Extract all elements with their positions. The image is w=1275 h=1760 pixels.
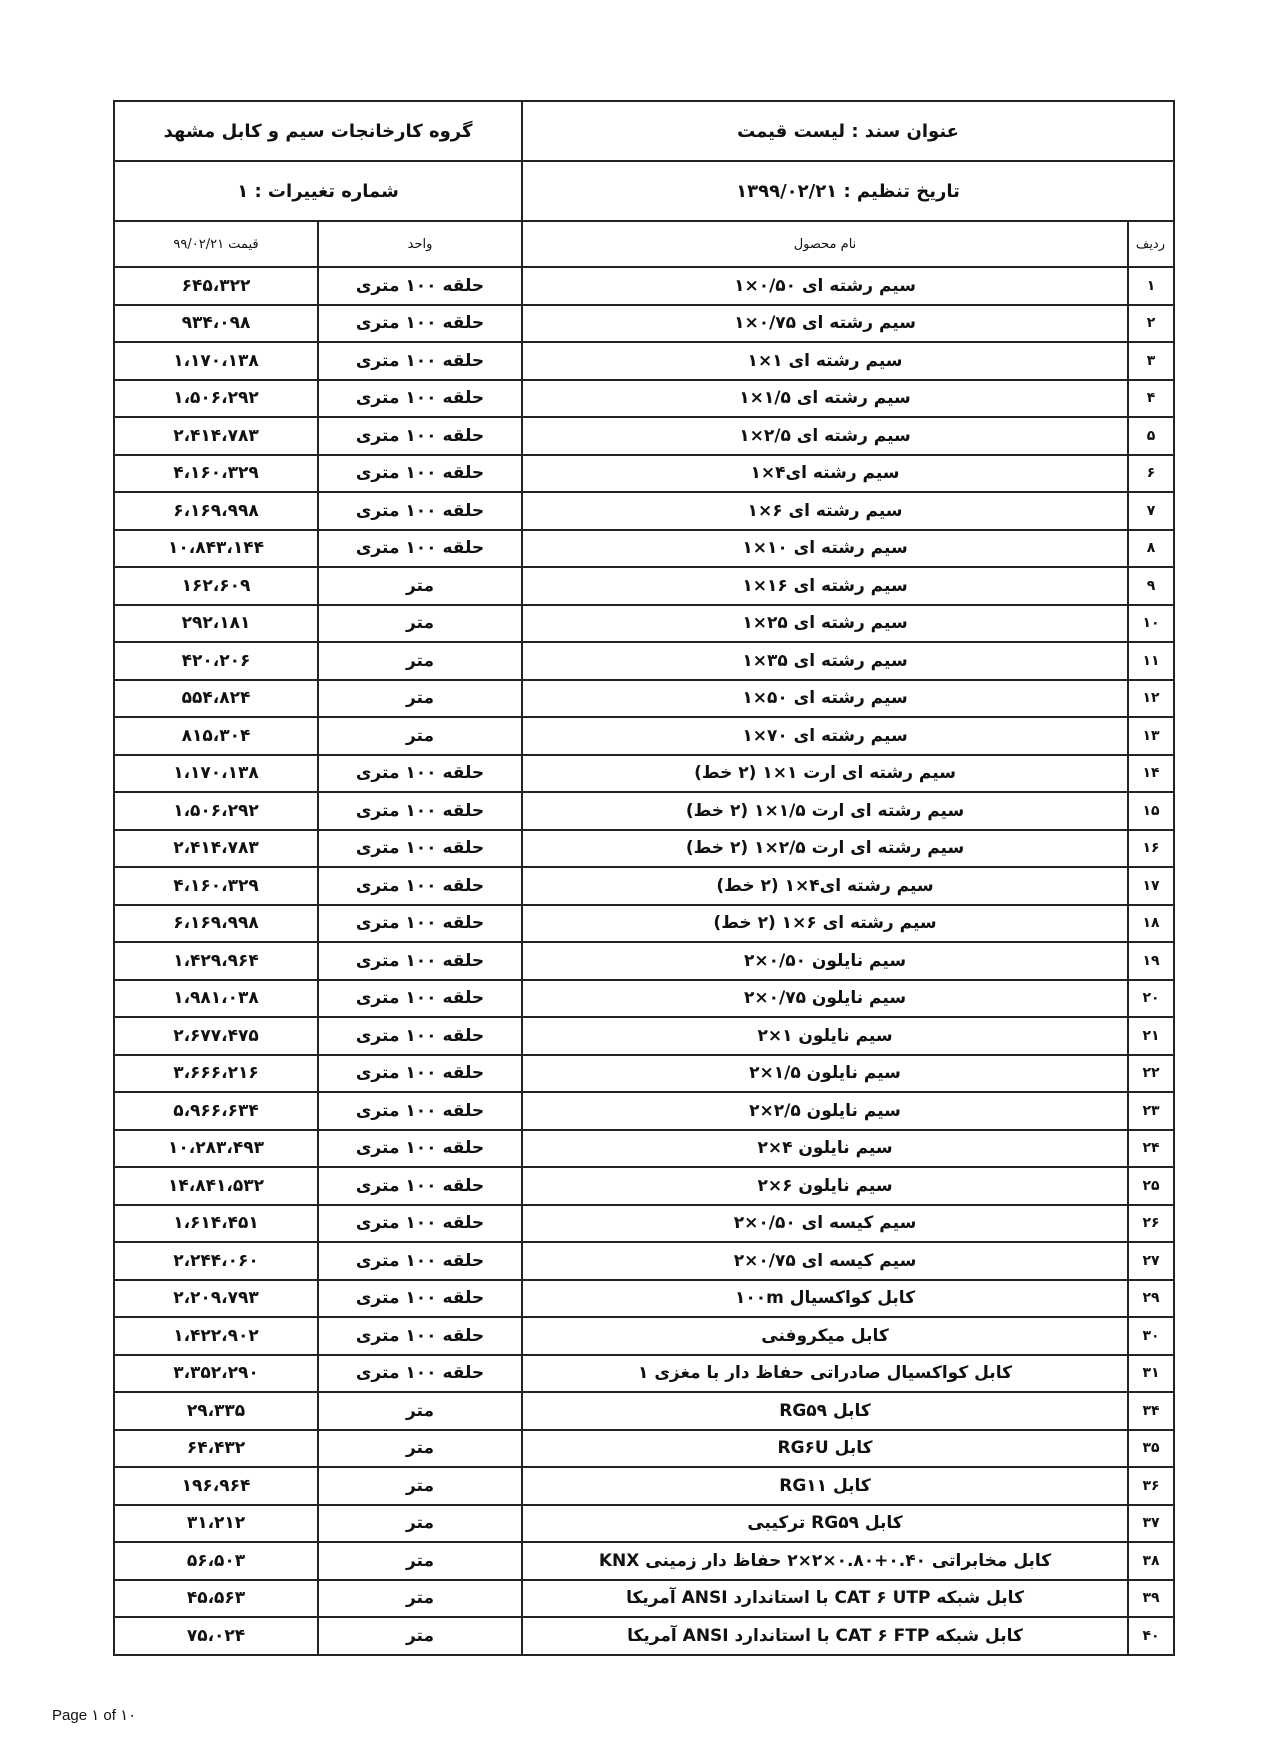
row-index: ۳۸ <box>1128 1542 1174 1580</box>
row-index: ۴۰ <box>1128 1617 1174 1655</box>
product-price: ۴۲۰،۲۰۶ <box>114 642 318 680</box>
product-price: ۱،۴۲۲،۹۰۲ <box>114 1317 318 1355</box>
table-row <box>114 267 1174 305</box>
product-price: ۲،۴۱۴،۷۸۳ <box>114 417 318 455</box>
product-price: ۳،۶۶۶،۲۱۶ <box>114 1055 318 1093</box>
table-row <box>114 980 1174 1018</box>
table-row <box>114 1505 1174 1543</box>
row-index: ۳۶ <box>1128 1467 1174 1505</box>
product-price: ۱،۵۰۶،۲۹۲ <box>114 380 318 418</box>
product-price: ۲،۲۴۴،۰۶۰ <box>114 1242 318 1280</box>
product-price: ۷۵،۰۲۴ <box>114 1617 318 1655</box>
row-index: ۱۲ <box>1128 680 1174 718</box>
product-unit: متر <box>318 1392 522 1430</box>
product-unit: حلقه ۱۰۰ متری <box>318 417 522 455</box>
product-price: ۲،۴۱۴،۷۸۳ <box>114 830 318 868</box>
document-date: تاریخ تنظیم : ۱۳۹۹/۰۲/۲۱ <box>522 161 1174 221</box>
row-index: ۳۷ <box>1128 1505 1174 1543</box>
product-price: ۳۱،۲۱۲ <box>114 1505 318 1543</box>
table-row <box>114 1167 1174 1205</box>
product-unit: حلقه ۱۰۰ متری <box>318 267 522 305</box>
product-name: سیم رشته ای ۱۰×۱ <box>522 530 1128 568</box>
table-row <box>114 1617 1174 1655</box>
table-row <box>114 867 1174 905</box>
company-name: گروه کارخانجات سیم و کابل مشهد <box>114 101 522 161</box>
product-unit: متر <box>318 1580 522 1618</box>
row-index: ۱۹ <box>1128 942 1174 980</box>
row-index: ۲۵ <box>1128 1167 1174 1205</box>
table-row <box>114 492 1174 530</box>
product-name: سیم کیسه ای ۰/۷۵×۲ <box>522 1242 1128 1280</box>
product-unit: حلقه ۱۰۰ متری <box>318 1242 522 1280</box>
product-price: ۱۴،۸۴۱،۵۳۲ <box>114 1167 318 1205</box>
product-unit: حلقه ۱۰۰ متری <box>318 792 522 830</box>
product-name: سیم رشته ای ۱/۵×۱ <box>522 380 1128 418</box>
product-price: ۱۰،۸۴۳،۱۴۴ <box>114 530 318 568</box>
table-row <box>114 755 1174 793</box>
header-row-2 <box>114 161 1174 221</box>
product-unit: حلقه ۱۰۰ متری <box>318 342 522 380</box>
product-name: کابل RG۱۱ <box>522 1467 1128 1505</box>
product-unit: متر <box>318 605 522 643</box>
column-header-unit: واحد <box>318 221 522 267</box>
table-row <box>114 905 1174 943</box>
table-row <box>114 1317 1174 1355</box>
row-index: ۱۵ <box>1128 792 1174 830</box>
table-row <box>114 1542 1174 1580</box>
table-row <box>114 680 1174 718</box>
row-index: ۱۱ <box>1128 642 1174 680</box>
product-price: ۵،۹۶۶،۶۳۴ <box>114 1092 318 1130</box>
product-name: سیم رشته ای۴×۱ <box>522 455 1128 493</box>
product-unit: حلقه ۱۰۰ متری <box>318 1280 522 1318</box>
product-name: سیم رشته ای ۰/۷۵×۱ <box>522 305 1128 343</box>
product-unit: حلقه ۱۰۰ متری <box>318 1317 522 1355</box>
page-number: Page ۱ of ۱۰ <box>52 1707 137 1724</box>
product-name: سیم کیسه ای ۰/۵۰×۲ <box>522 1205 1128 1243</box>
product-price: ۱۹۶،۹۶۴ <box>114 1467 318 1505</box>
product-unit: متر <box>318 1617 522 1655</box>
product-name: سیم رشته ای ۲۵×۱ <box>522 605 1128 643</box>
row-index: ۷ <box>1128 492 1174 530</box>
row-index: ۲۴ <box>1128 1130 1174 1168</box>
product-name: کابل شبکه CAT ۶ UTP با استاندارد ANSI آمریکا <box>522 1580 1128 1618</box>
row-index: ۱۷ <box>1128 867 1174 905</box>
product-unit: حلقه ۱۰۰ متری <box>318 1055 522 1093</box>
product-name: سیم رشته ای ارت ۱×۱ (۲ خط) <box>522 755 1128 793</box>
product-price: ۱،۹۸۱،۰۳۸ <box>114 980 318 1018</box>
row-index: ۱۸ <box>1128 905 1174 943</box>
product-unit: متر <box>318 1505 522 1543</box>
product-name: کابل کواکسیال ۱۰۰m <box>522 1280 1128 1318</box>
product-name: سیم رشته ای ۳۵×۱ <box>522 642 1128 680</box>
product-price: ۱۶۲،۶۰۹ <box>114 567 318 605</box>
product-name: کابل کواکسیال صادراتی حفاظ دار با مغزی ۱ <box>522 1355 1128 1393</box>
product-price: ۱۰،۲۸۳،۴۹۳ <box>114 1130 318 1168</box>
product-name: سیم نایلون ۶×۲ <box>522 1167 1128 1205</box>
product-name: سیم رشته ای ۵۰×۱ <box>522 680 1128 718</box>
product-unit: متر <box>318 680 522 718</box>
row-index: ۱ <box>1128 267 1174 305</box>
product-price: ۴۵،۵۶۳ <box>114 1580 318 1618</box>
product-unit: حلقه ۱۰۰ متری <box>318 980 522 1018</box>
product-name: سیم رشته ای ارت ۱/۵×۱ (۲ خط) <box>522 792 1128 830</box>
table-row <box>114 605 1174 643</box>
product-unit: حلقه ۱۰۰ متری <box>318 942 522 980</box>
product-name: سیم رشته ای ۱×۱ <box>522 342 1128 380</box>
table-row <box>114 942 1174 980</box>
product-unit: حلقه ۱۰۰ متری <box>318 1017 522 1055</box>
row-index: ۲۰ <box>1128 980 1174 1018</box>
row-index: ۳۵ <box>1128 1430 1174 1468</box>
product-unit: متر <box>318 567 522 605</box>
product-name: سیم رشته ای ۶×۱ (۲ خط) <box>522 905 1128 943</box>
table-row <box>114 642 1174 680</box>
column-header-name: نام محصول <box>522 221 1128 267</box>
document-title: عنوان سند : لیست قیمت <box>522 101 1174 161</box>
table-row <box>114 567 1174 605</box>
column-header-row <box>114 221 1174 267</box>
table-row <box>114 1430 1174 1468</box>
product-name: کابل میکروفنی <box>522 1317 1128 1355</box>
product-name: سیم نایلون ۱×۲ <box>522 1017 1128 1055</box>
product-unit: حلقه ۱۰۰ متری <box>318 867 522 905</box>
row-index: ۳ <box>1128 342 1174 380</box>
product-unit: متر <box>318 1430 522 1468</box>
product-price: ۸۱۵،۳۰۴ <box>114 717 318 755</box>
row-index: ۳۰ <box>1128 1317 1174 1355</box>
table-row <box>114 530 1174 568</box>
table-row <box>114 792 1174 830</box>
product-price: ۳،۳۵۲،۲۹۰ <box>114 1355 318 1393</box>
product-unit: حلقه ۱۰۰ متری <box>318 905 522 943</box>
product-name: کابل شبکه CAT ۶ FTP با استاندارد ANSI آمریکا <box>522 1617 1128 1655</box>
product-name: کابل RG۵۹ ترکیبی <box>522 1505 1128 1543</box>
product-price: ۶۴،۴۳۲ <box>114 1430 318 1468</box>
product-price: ۵۵۴،۸۲۴ <box>114 680 318 718</box>
product-name: سیم رشته ای۴×۱ (۲ خط) <box>522 867 1128 905</box>
product-unit: متر <box>318 717 522 755</box>
product-unit: حلقه ۱۰۰ متری <box>318 380 522 418</box>
product-price: ۲،۲۰۹،۷۹۳ <box>114 1280 318 1318</box>
product-price: ۶۴۵،۳۲۲ <box>114 267 318 305</box>
row-index: ۲۶ <box>1128 1205 1174 1243</box>
row-index: ۹ <box>1128 567 1174 605</box>
product-price: ۴،۱۶۰،۳۲۹ <box>114 455 318 493</box>
table-row <box>114 1055 1174 1093</box>
product-name: سیم نایلون ۱/۵×۲ <box>522 1055 1128 1093</box>
product-name: سیم رشته ای ۶×۱ <box>522 492 1128 530</box>
product-unit: حلقه ۱۰۰ متری <box>318 305 522 343</box>
product-price: ۱،۱۷۰،۱۳۸ <box>114 342 318 380</box>
row-index: ۲۱ <box>1128 1017 1174 1055</box>
product-name: سیم رشته ای ارت ۲/۵×۱ (۲ خط) <box>522 830 1128 868</box>
table-row <box>114 1467 1174 1505</box>
product-price: ۱،۵۰۶،۲۹۲ <box>114 792 318 830</box>
product-name: سیم نایلون ۰/۷۵×۲ <box>522 980 1128 1018</box>
product-price: ۲،۶۷۷،۴۷۵ <box>114 1017 318 1055</box>
product-price: ۴،۱۶۰،۳۲۹ <box>114 867 318 905</box>
product-price: ۱،۴۲۹،۹۶۴ <box>114 942 318 980</box>
product-unit: حلقه ۱۰۰ متری <box>318 1205 522 1243</box>
row-index: ۱۴ <box>1128 755 1174 793</box>
table-row <box>114 342 1174 380</box>
row-index: ۲۳ <box>1128 1092 1174 1130</box>
product-unit: حلقه ۱۰۰ متری <box>318 1355 522 1393</box>
row-index: ۵ <box>1128 417 1174 455</box>
table-row <box>114 1355 1174 1393</box>
product-name: سیم رشته ای ۲/۵×۱ <box>522 417 1128 455</box>
product-price: ۶،۱۶۹،۹۹۸ <box>114 905 318 943</box>
row-index: ۴ <box>1128 380 1174 418</box>
product-unit: حلقه ۱۰۰ متری <box>318 530 522 568</box>
product-name: سیم نایلون ۲/۵×۲ <box>522 1092 1128 1130</box>
table-row <box>114 1280 1174 1318</box>
row-index: ۳۴ <box>1128 1392 1174 1430</box>
column-header-price: قیمت ۹۹/۰۲/۲۱ <box>114 221 318 267</box>
row-index: ۶ <box>1128 455 1174 493</box>
table-row <box>114 380 1174 418</box>
table-row <box>114 717 1174 755</box>
table-row <box>114 455 1174 493</box>
price-table <box>113 100 1175 1656</box>
product-name: کابل مخابراتی ۰.۴۰+۰.۸۰×۲×۲ حفاظ دار زمینی KNX <box>522 1542 1128 1580</box>
product-unit: متر <box>318 1542 522 1580</box>
product-price: ۱،۱۷۰،۱۳۸ <box>114 755 318 793</box>
product-name: سیم رشته ای ۱۶×۱ <box>522 567 1128 605</box>
table-row <box>114 305 1174 343</box>
product-name: سیم رشته ای ۰/۵۰×۱ <box>522 267 1128 305</box>
column-header-index: ردیف <box>1128 221 1174 267</box>
row-index: ۳۱ <box>1128 1355 1174 1393</box>
row-index: ۱۶ <box>1128 830 1174 868</box>
product-name: سیم نایلون ۴×۲ <box>522 1130 1128 1168</box>
table-row <box>114 1242 1174 1280</box>
row-index: ۱۰ <box>1128 605 1174 643</box>
row-index: ۲۷ <box>1128 1242 1174 1280</box>
table-row <box>114 830 1174 868</box>
product-price: ۲۹۲،۱۸۱ <box>114 605 318 643</box>
product-price: ۶،۱۶۹،۹۹۸ <box>114 492 318 530</box>
price-list-document <box>113 100 1173 1656</box>
product-unit: متر <box>318 642 522 680</box>
table-row <box>114 1392 1174 1430</box>
row-index: ۳۹ <box>1128 1580 1174 1618</box>
product-unit: متر <box>318 1467 522 1505</box>
product-price: ۱،۶۱۴،۴۵۱ <box>114 1205 318 1243</box>
table-row <box>114 1130 1174 1168</box>
table-row <box>114 417 1174 455</box>
row-index: ۲۲ <box>1128 1055 1174 1093</box>
header-row-1 <box>114 101 1174 161</box>
table-row <box>114 1580 1174 1618</box>
product-unit: حلقه ۱۰۰ متری <box>318 830 522 868</box>
table-row <box>114 1092 1174 1130</box>
table-row <box>114 1205 1174 1243</box>
product-price: ۲۹،۳۳۵ <box>114 1392 318 1430</box>
product-unit: حلقه ۱۰۰ متری <box>318 1167 522 1205</box>
product-name: کابل RG۵۹ <box>522 1392 1128 1430</box>
product-unit: حلقه ۱۰۰ متری <box>318 1092 522 1130</box>
product-unit: حلقه ۱۰۰ متری <box>318 492 522 530</box>
product-name: سیم نایلون ۰/۵۰×۲ <box>522 942 1128 980</box>
product-price: ۹۳۴،۰۹۸ <box>114 305 318 343</box>
revision-number: شماره تغییرات : ۱ <box>114 161 522 221</box>
product-unit: حلقه ۱۰۰ متری <box>318 455 522 493</box>
table-row <box>114 1017 1174 1055</box>
product-unit: حلقه ۱۰۰ متری <box>318 755 522 793</box>
row-index: ۱۳ <box>1128 717 1174 755</box>
row-index: ۲۹ <box>1128 1280 1174 1318</box>
row-index: ۲ <box>1128 305 1174 343</box>
product-price: ۵۶،۵۰۳ <box>114 1542 318 1580</box>
product-unit: حلقه ۱۰۰ متری <box>318 1130 522 1168</box>
row-index: ۸ <box>1128 530 1174 568</box>
product-name: کابل RG۶U <box>522 1430 1128 1468</box>
product-name: سیم رشته ای ۷۰×۱ <box>522 717 1128 755</box>
